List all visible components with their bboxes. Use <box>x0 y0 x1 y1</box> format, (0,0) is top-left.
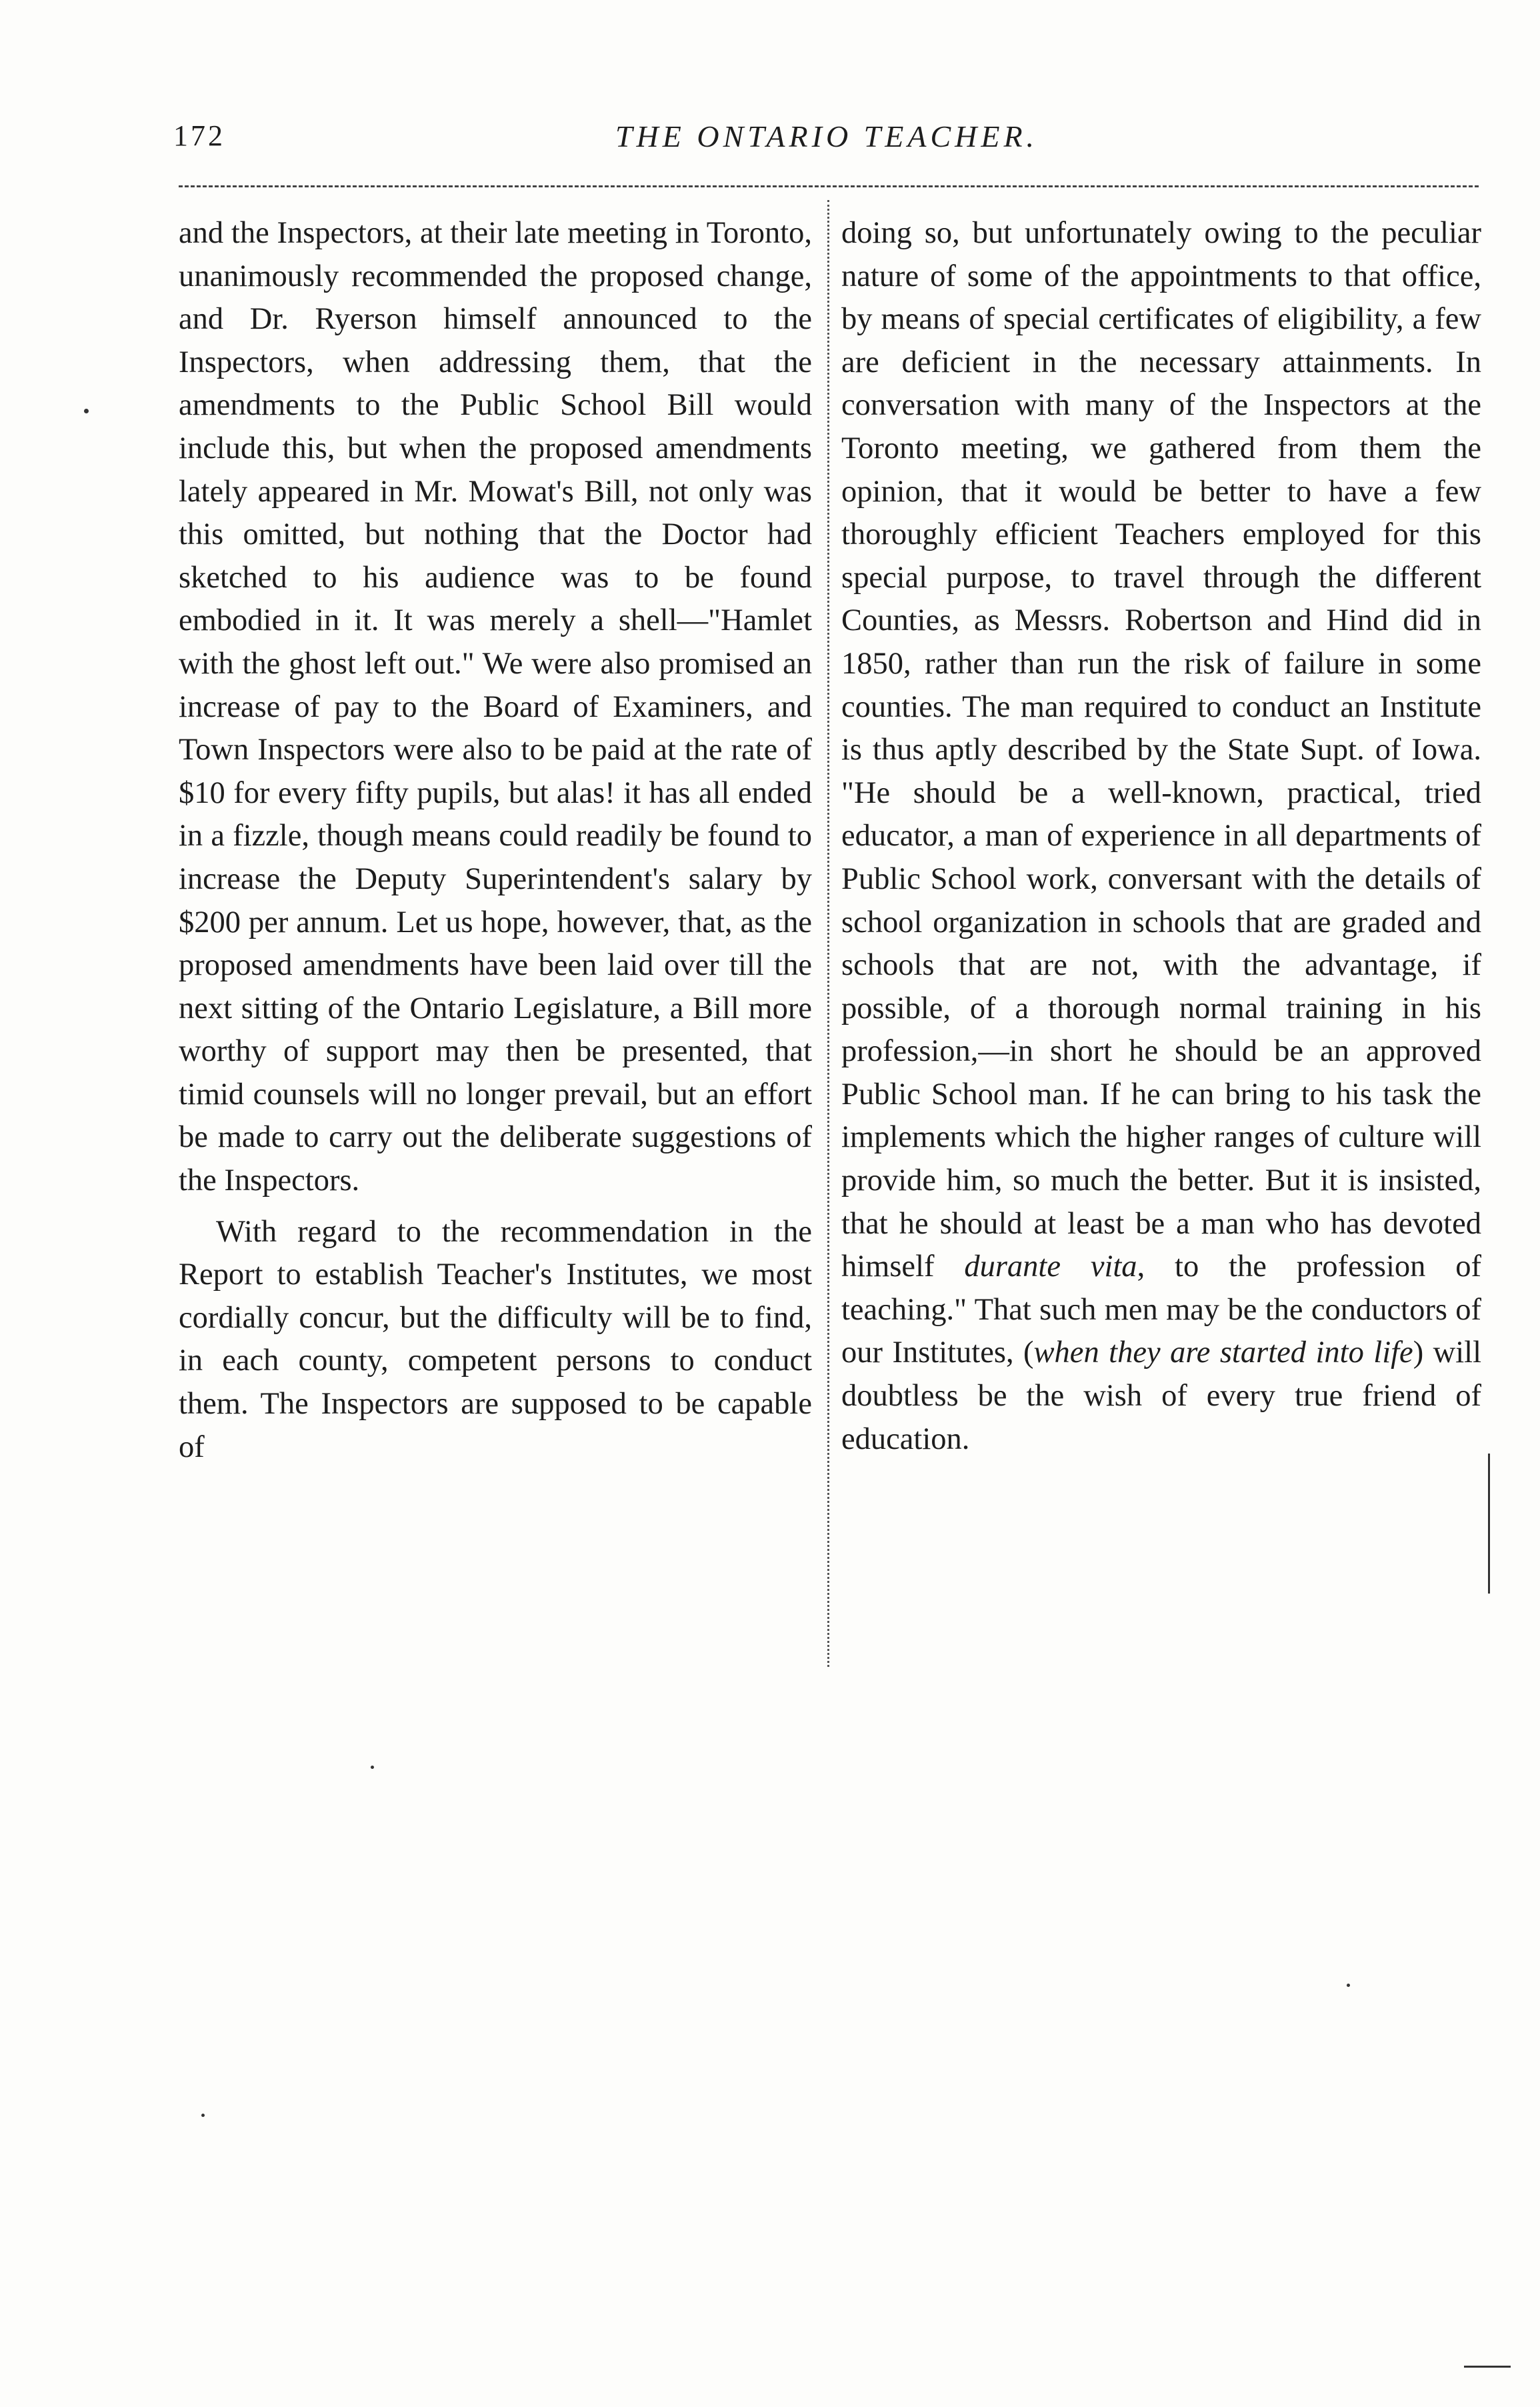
text-run: doing so, but unfortunately owing to the peculiar nature of some of the appointments to that office, by means of special certificates of eligibility, a few are deficient in the necessary attainments. In conversation with many of the Inspectors at the Toronto meeting, we gathered from them the opinion, that it would be better to have a few thoroughly efficient Teachers employed for this special purpose, to travel through the different Counties, as Messrs. Robertson and Hind did in 1850, rather than run the risk of failure in some counties. The man required to conduct an Institute is thus aptly described by the State Supt. of Iowa. "He should be a well-known, practical, tried educator, a man of experience in all departments of Public School work, conversant with the details of school organization in schools that are graded and schools that are not, with the advantage, if possible, of a thorough normal training in his profession,—in short he should be an approved Public School man. If he can bring to his task the implements which the higher ranges of culture will provide him, so much the better. But it is insisted, that he should at least be a man who has devoted himself <box>841 216 1481 1284</box>
body-paragraph <box>841 212 1481 1461</box>
text-run: , to the profession of teaching." That such men may be the conductors of our Institutes, ( <box>841 1250 1481 1370</box>
ink-speck <box>1347 1984 1350 1987</box>
edge-mark <box>1464 2366 1511 2368</box>
body-paragraph: and the Inspectors, at their late meeting in Toronto, unanimously recommended the proposed change, and Dr. Ryerson himself announced to the Inspectors, when addressing them, that the amendments to the Public School Bill would include this, but when the proposed amendments lately appeared in Mr. Mowat's Bill, not only was this omitted, but nothing that the Doctor had sketched to his audience was to be found embodied in it. It was merely a shell—"Hamlet with the ghost left out." We were also promised an increase of pay to the Board of Examiners, and Town Inspectors were also to be paid at the rate of $10 for every fifty pupils, but alas! it has all ended in a fizzle, though means could readily be found to increase the Deputy Superintendent's salary by $200 per annum. Let us hope, however, that, as the proposed amendments have been laid over till the next sitting of the Ontario Legislature, a Bill more worthy of support may then be presented, that timid counsels will no longer prevail, but an effort be made to carry out the deliberate suggestions of the Inspectors. <box>179 216 812 1198</box>
ink-speck <box>84 409 89 413</box>
ink-speck <box>371 1766 374 1769</box>
ink-speck <box>201 2114 205 2117</box>
page-number: 172 <box>173 119 225 152</box>
right-column <box>841 212 1481 1461</box>
column-divider <box>827 200 829 1667</box>
header-rule <box>179 185 1479 187</box>
left-column <box>179 212 812 1469</box>
body-paragraph: With regard to the recommendation in the Report to establish Teacher's Institutes, we most cordially concur, but the difficulty will be to find, in each county, competent persons to conduct them. The Inspectors are supposed to be capable of <box>179 1214 812 1464</box>
running-head: THE ONTARIO TEACHER. <box>615 119 1039 153</box>
text-run: ) will doubtless be the wish of every true friend of education. <box>841 1336 1482 1456</box>
latin-phrase: durante vita <box>964 1250 1137 1284</box>
italic-aside: when they are started into life <box>1033 1336 1413 1370</box>
margin-bar <box>1488 1454 1490 1594</box>
page-header <box>173 119 1480 165</box>
